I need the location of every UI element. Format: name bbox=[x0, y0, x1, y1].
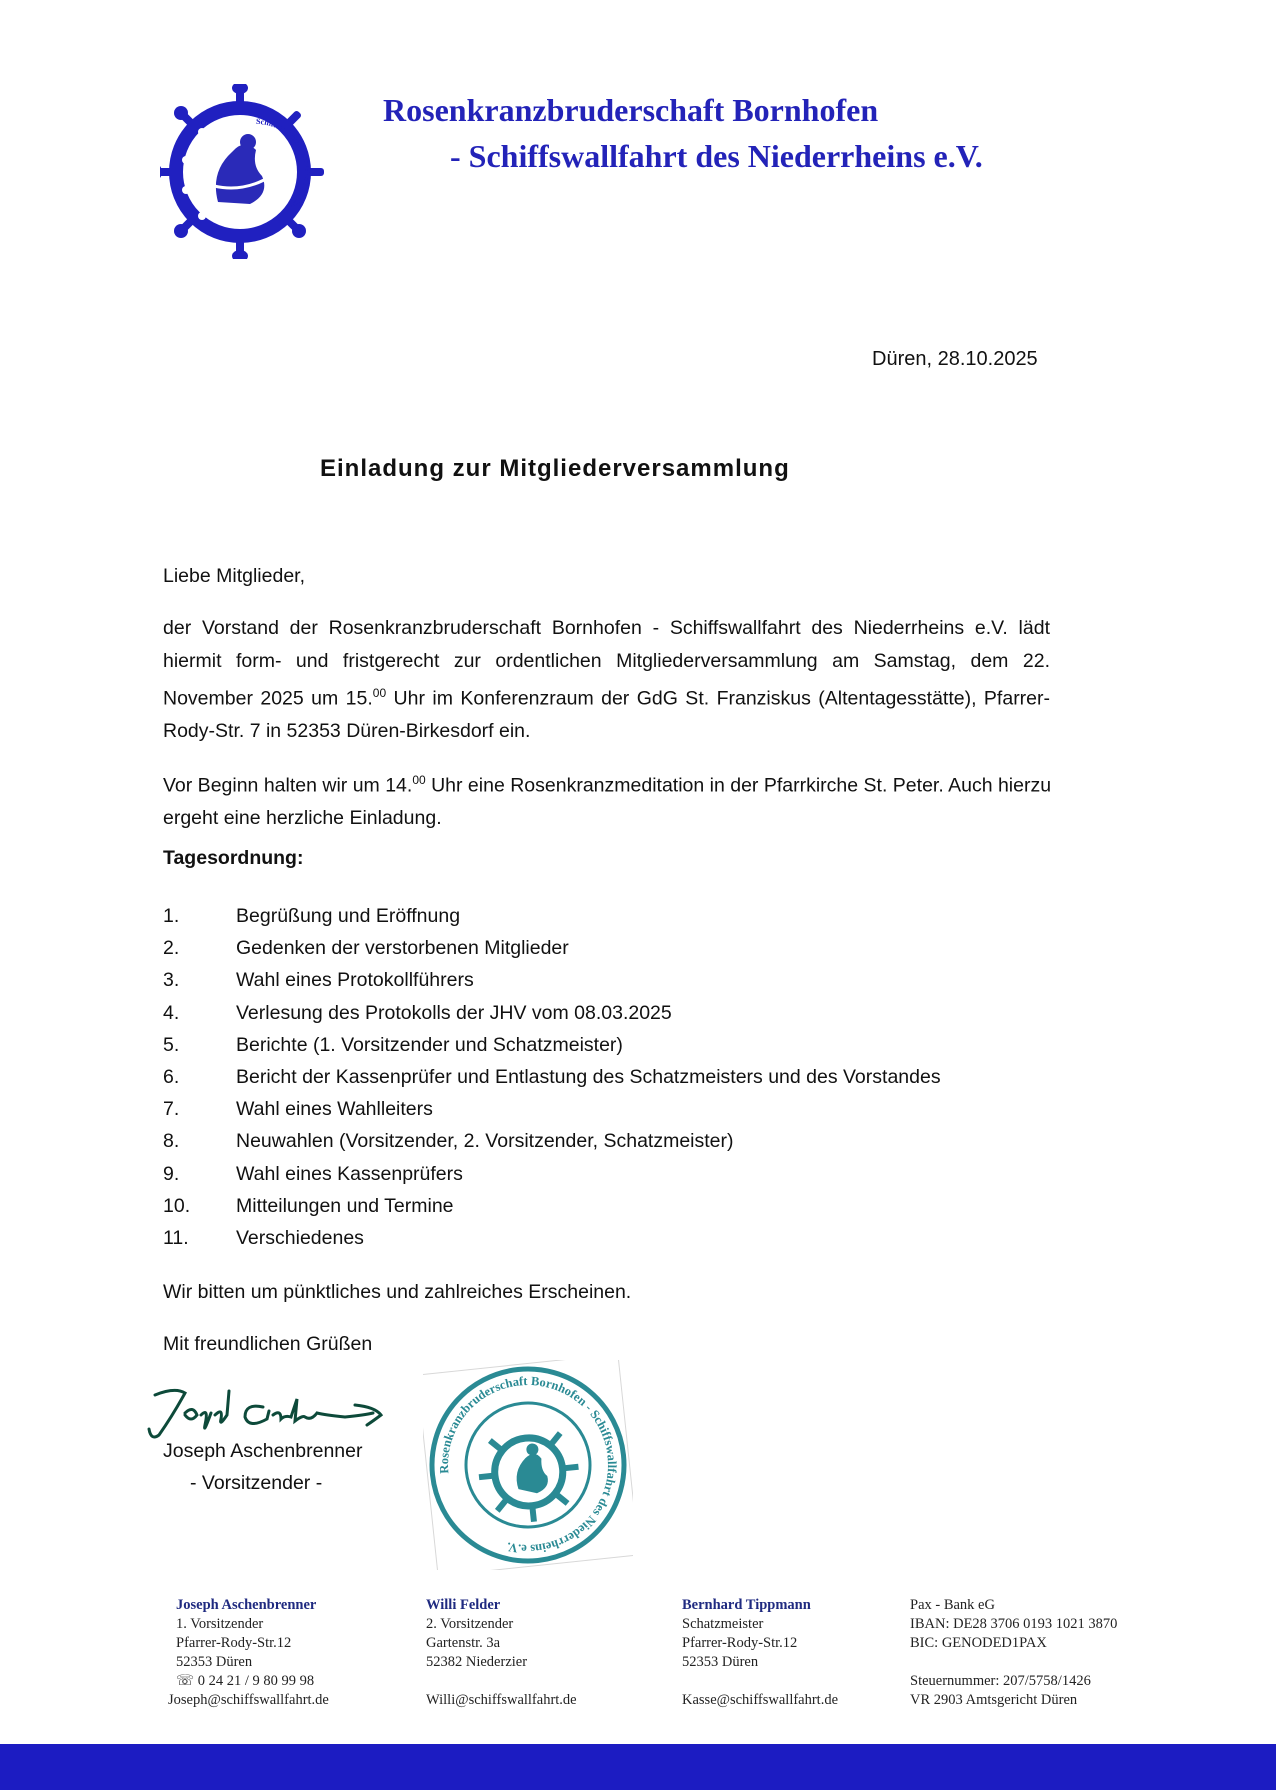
agenda-item: 7. Wahl eines Wahlleiters bbox=[163, 1098, 433, 1121]
footer-chairman-email[interactable]: Joseph@schiffswallfahrt.de bbox=[168, 1692, 329, 1708]
agenda-item: 4. Verlesung des Protokolls der JHV vom 08.03.2025 bbox=[163, 1001, 672, 1024]
agenda-item: 9. Wahl eines Kassenprüfers bbox=[163, 1162, 463, 1185]
header-title-line2: - Schiffswallfahrt des Niederrheins e.V. bbox=[450, 138, 983, 174]
brotherhood-stamp bbox=[423, 1360, 633, 1570]
footer-bank-name: Pax - Bank eG bbox=[910, 1597, 995, 1613]
footer-register: VR 2903 Amtsgericht Düren bbox=[910, 1692, 1078, 1708]
footer-color-bar bbox=[0, 1744, 1276, 1790]
agenda-item: 1. Begrüßung und Eröffnung bbox=[163, 905, 461, 927]
footer-chairman-name: Joseph Aschenbrenner bbox=[176, 1597, 317, 1613]
footer-vice-chairman bbox=[426, 1596, 577, 1710]
footer-chairman-street: Pfarrer-Rody-Str.12 bbox=[176, 1635, 292, 1651]
footer-iban: IBAN: DE28 3706 0193 1021 3870 bbox=[910, 1616, 1118, 1632]
footer-chairman-phone: 0 24 21 / 9 80 99 98 bbox=[197, 1673, 315, 1689]
footer-treasurer-email[interactable]: Kasse@schiffswallfahrt.de bbox=[682, 1692, 839, 1708]
footer-treasurer-city: 52353 Düren bbox=[682, 1654, 759, 1670]
signer-role: - Vorsitzender - bbox=[190, 1472, 323, 1494]
agenda-item: 8. Neuwahlen (Vorsitzender, 2. Vorsitzender, Schatzmeister) bbox=[163, 1130, 734, 1153]
agenda-item: 5. Berichte (1. Vorsitzender und Schatzmeister) bbox=[163, 1033, 623, 1056]
footer-treasurer bbox=[682, 1596, 838, 1710]
agenda-item: 6. Bericht der Kassenprüfer und Entlastung des Schatzmeisters und des Vorstandes bbox=[163, 1065, 941, 1088]
greeting: Mit freundlichen Grüßen bbox=[163, 1333, 373, 1355]
header-title-line1: Rosenkranzbruderschaft Bornhofen bbox=[383, 92, 879, 128]
footer-chairman-role: 1. Vorsitzender bbox=[176, 1616, 264, 1632]
agenda-item: 10. Mitteilungen und Termine bbox=[163, 1194, 454, 1217]
footer-treasurer-name: Bernhard Tippmann bbox=[682, 1597, 811, 1613]
footer-vice-email[interactable]: Willi@schiffswallfahrt.de bbox=[426, 1692, 577, 1708]
stamp-ring-text: Rosenkranzbruderschaft Bornhofen - Schiffswallfahrt des Niederrheins e.V. bbox=[436, 1373, 620, 1557]
footer-bank-details bbox=[910, 1596, 1156, 1710]
footer-vice-street: Gartenstr. 3a bbox=[426, 1635, 501, 1651]
footer-treasurer-role: Schatzmeister bbox=[682, 1616, 764, 1632]
invitation-paragraph: der Vorstand der Rosenkranzbruderschaft Bornhofen - Schiffswallfahrt des Niederrheins e.V. lädt hiermit form- und fristgerecht zur ordentlichen Mitgliederversammlung am Samstag, dem 22. November 2025 um 15.00 Uhr im Konferenzraum der GdG St. Franziskus (Altentagesstätte), Pfarrer-Rody-Str. 7 in 52353 Düren-Birkesdorf ein. bbox=[163, 617, 1051, 742]
footer-treasurer-street: Pfarrer-Rody-Str.12 bbox=[682, 1635, 798, 1651]
signer-name: Joseph Aschenbrenner bbox=[163, 1440, 363, 1462]
brotherhood-logo bbox=[160, 84, 330, 259]
footer-vice-role: 2. Vorsitzender bbox=[426, 1616, 514, 1632]
salutation: Liebe Mitglieder, bbox=[163, 565, 306, 587]
footer-bic: BIC: GENODED1PAX bbox=[910, 1635, 1047, 1651]
footer-vice-name: Willi Felder bbox=[426, 1597, 501, 1613]
letter-date: Düren, 28.10.2025 bbox=[872, 348, 1038, 370]
ship-wheel-icon bbox=[160, 84, 324, 259]
footer-chairman bbox=[168, 1596, 329, 1710]
footer-tax-number: Steuernummer: 207/5758/1426 bbox=[910, 1673, 1091, 1689]
agenda-item: 2. Gedenken der verstorbenen Mitglieder bbox=[163, 937, 569, 960]
agenda-item: 11. Verschiedenes bbox=[163, 1226, 364, 1249]
phone-icon: ☏ bbox=[176, 1673, 195, 1689]
agenda-heading: Tagesordnung: bbox=[163, 847, 304, 869]
logo-ring-text: Schiffswallfahrt des Niederrheins bbox=[255, 116, 312, 212]
letter-title: Einladung zur Mitgliederversammlung bbox=[320, 455, 790, 482]
footer-chairman-city: 52353 Düren bbox=[176, 1654, 253, 1670]
footer-chairman-phone-row bbox=[176, 1672, 329, 1691]
footer-vice-city: 52382 Niederzier bbox=[426, 1654, 528, 1670]
closing-sentence: Wir bitten um pünktliches und zahlreiches Erscheinen. bbox=[163, 1281, 632, 1303]
agenda-list bbox=[163, 900, 1063, 1254]
meditation-paragraph: Vor Beginn halten wir um 14.00 Uhr eine Rosenkranzmeditation in der Pfarrkirche St. Peter. Auch hierzu ergeht eine herzliche Einladung. bbox=[163, 773, 1052, 829]
agenda-item: 3. Wahl eines Protokollführers bbox=[163, 969, 474, 992]
